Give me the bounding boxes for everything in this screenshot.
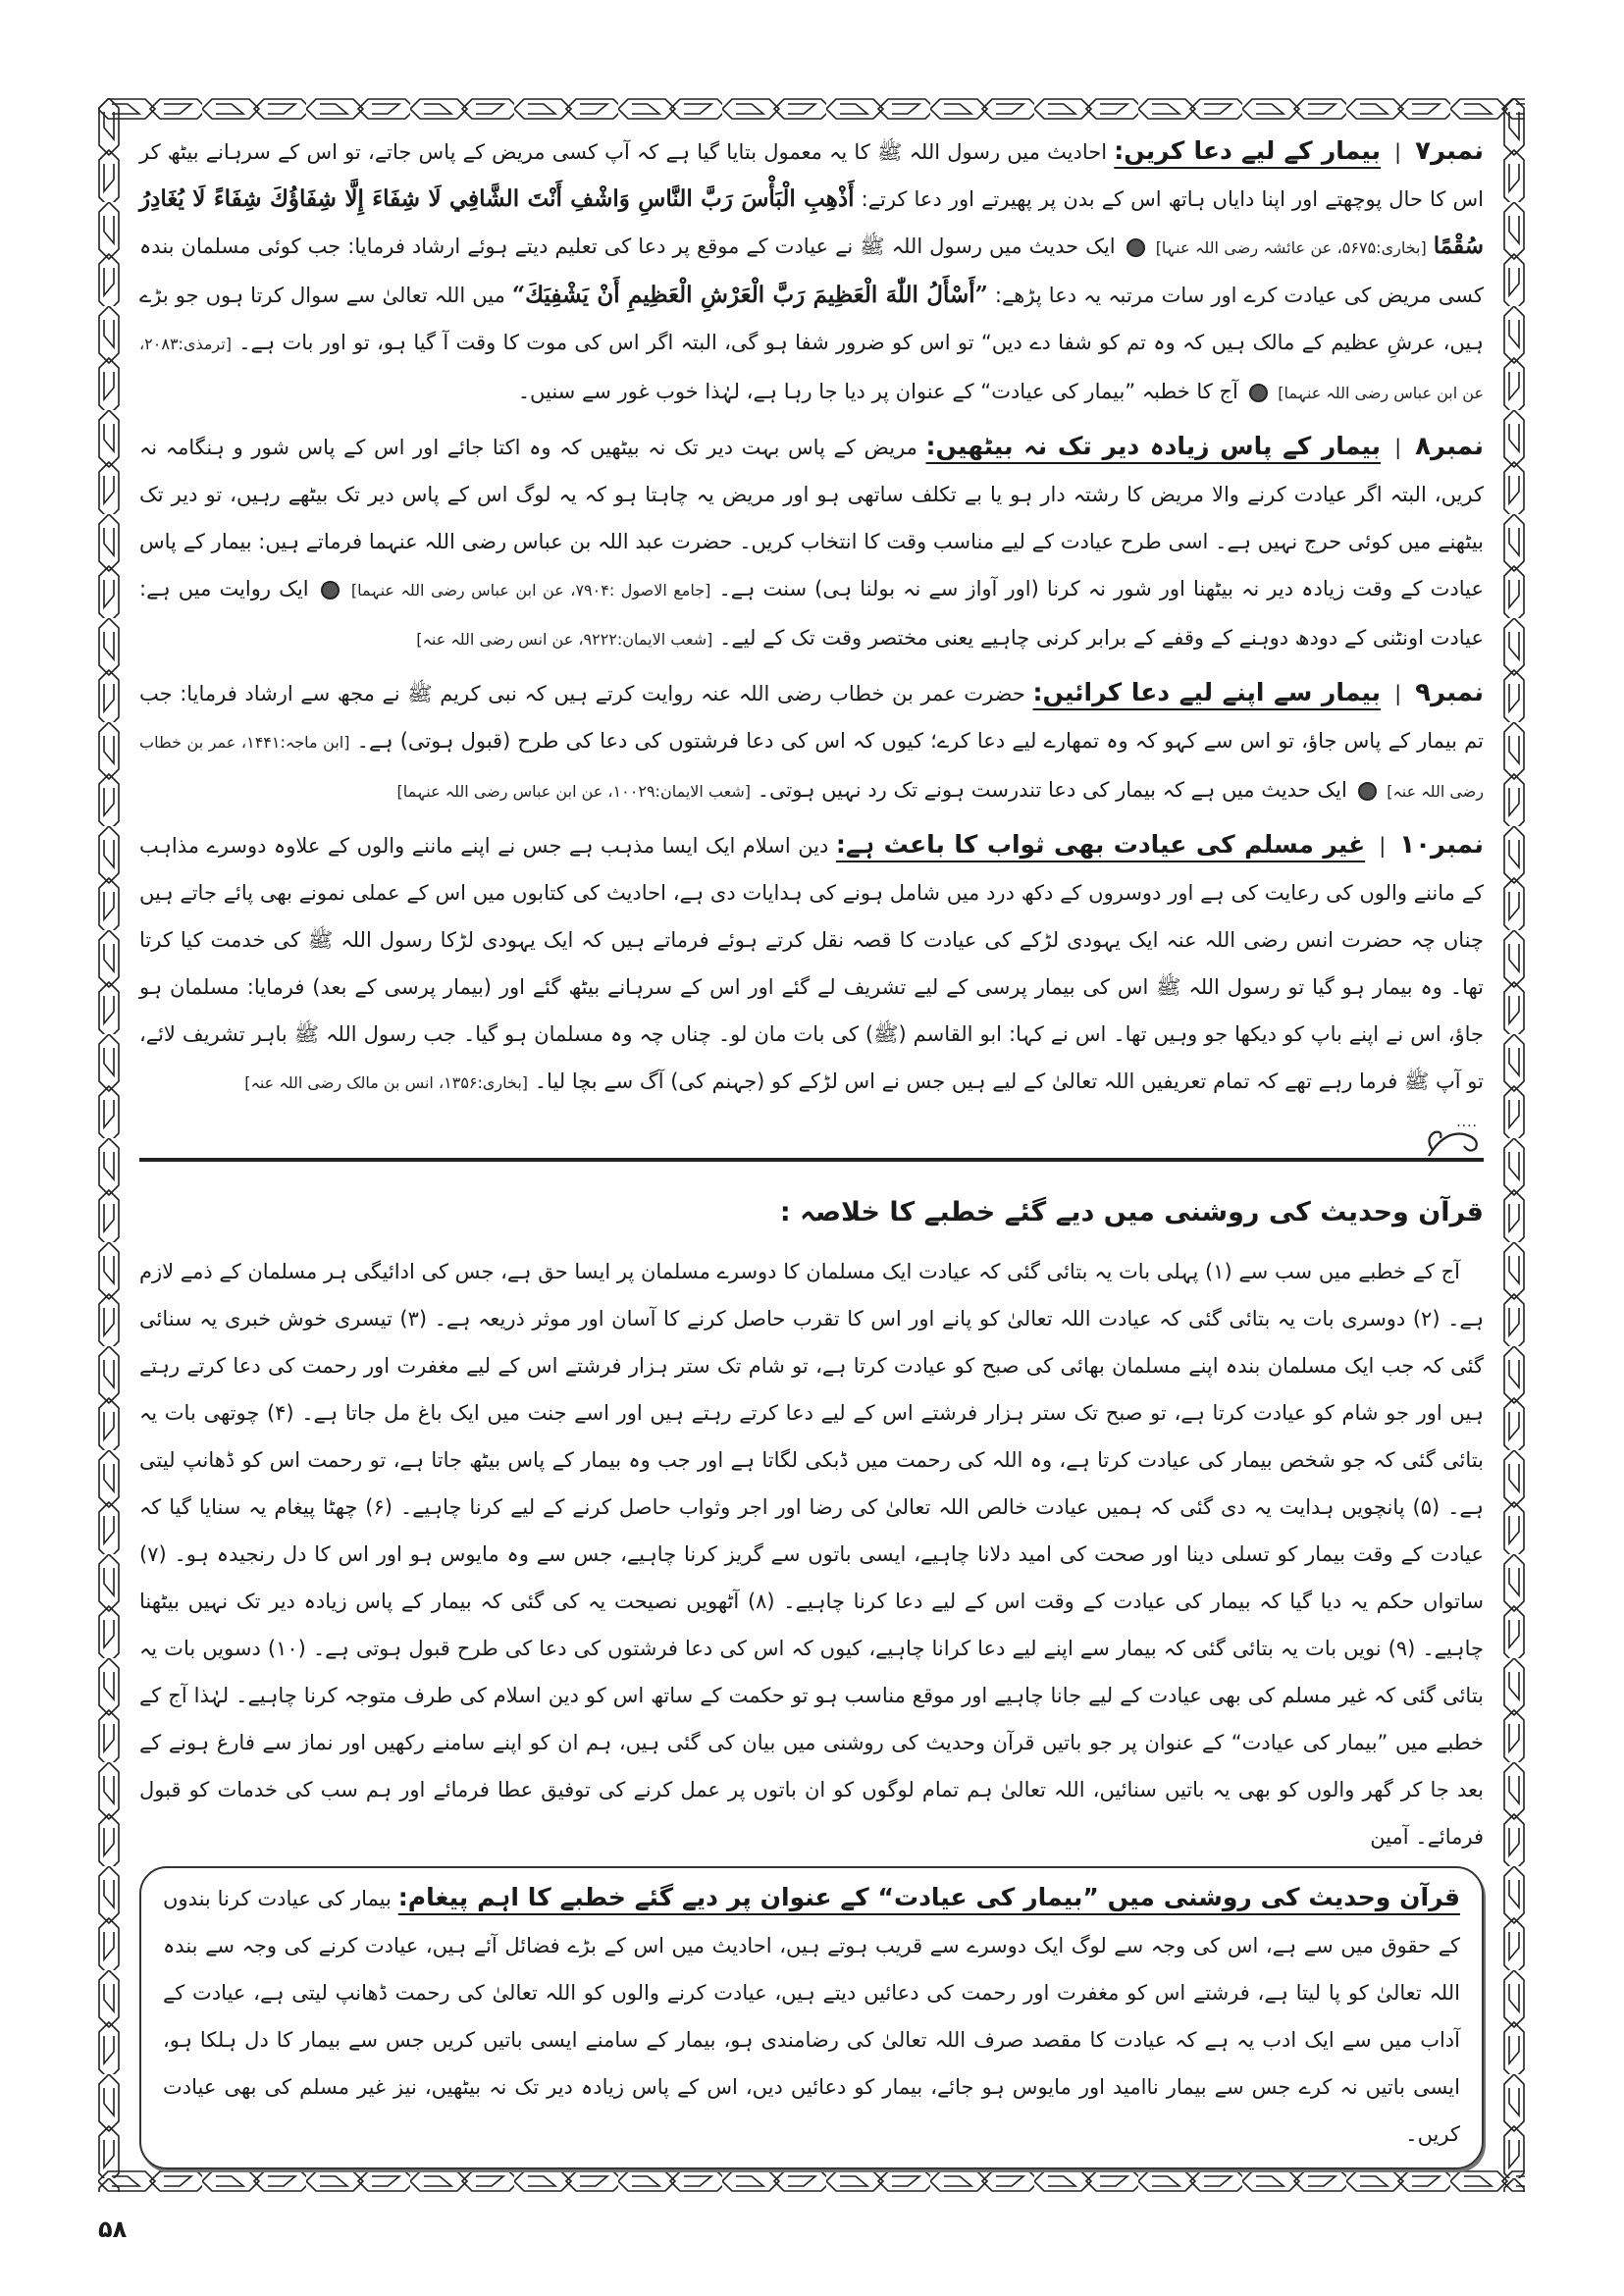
section-number: نمبر۱۰ [1399, 830, 1484, 860]
section-body: مریض کے پاس بہت دیر تک نہ بیٹھیں کہ وہ اکتا جائے اور اس کے پاس شور و ہنگامہ نہ کریں، البتہ اگر عیادت کرنے والا مریض کا رشتہ دار ہو یا بے تکلف ساتھی ہو اور مریض یہ چاہتا ہو کہ یہ لوگ اس کے پاس دیر تک بیٹھے رہیں، تو دیر تک بیٹھنے میں کوئی حرج نہیں ہے۔ اسی طرح عیادت کے لیے مناسب وقت کا انتخاب کریں۔ حضرت عبد اللہ بن عباس رضی اللہ عنہما فرماتے ہیں: بیمار کے پاس عیادت کے وقت زیادہ دیر نہ بیٹھنا اور شور نہ کرنا (اور آواز سے نہ بولنا ہی) سنت ہے۔ [139, 436, 1484, 600]
bottom-ornamental-border [98, 2170, 1525, 2192]
hadith-reference: [ابن ماجہ:۱۴۴۱، عمر بن خطاب رضی اللہ عنہ] [139, 733, 1484, 801]
arabic-dua-2: ”أَسْأَلُ اللّٰهَ الْعَظِيمَ رَبَّ الْعَرْشِ الْعَظِيمِ أَنْ يَشْفِيَكَ“ [511, 282, 988, 308]
section-10 [139, 821, 1484, 1107]
arabic-dua: أَذْهِبِ الْبَأْسَ رَبَّ النَّاسِ وَاشْفِ أَنْتَ الشَّافِي لَا شِفَاءَ إِلَّا شِفَاؤُكَ شِفَاءً لَا يُغَادِرُ سُقْمًا [139, 185, 1484, 259]
summary-body: آج کے خطبے میں سب سے (۱) پہلی بات یہ بتائی گئی کہ عیادت ایک مسلمان کا دوسرے مسلمان پر ایسا حق ہے، جس کی ادائیگی ہر مسلمان کے ذمے لازم ہے۔ (۲) دوسری بات یہ بتائی گئی کہ عیادت اللہ تعالیٰ کو پانے اور اس کا تقرب حاصل کرنے کا آسان اور موثر ذریعہ ہے۔ (۳) تیسری خوش خبری یہ سنائی گئی کہ جب ایک مسلمان بندہ اپنے مسلمان بھائی کی صبح کو عیادت کرتا ہے، تو شام تک ستر ہزار فرشتے اس کے لیے مغفرت اور رحمت کی دعا کرتے رہتے ہیں اور جو شام کو عیادت کرتا ہے، تو صبح تک ستر ہزار فرشتے اس کے لیے دعا کرتے رہتے ہیں اور اسے جنت میں ایک باغ مل جاتا ہے۔ (۴) چوتھی بات یہ بتائی گئی کہ جو شخص بیمار کی عیادت کرتا ہے، وہ اللہ کی رحمت میں ڈبکی لگاتا ہے اور جب وہ بیمار کے پاس بیٹھ جاتا ہے، تو رحمت اس کو ڈھانپ لیتی ہے۔ (۵) پانچویں ہدایت یہ دی گئی کہ ہمیں عیادت خالص اللہ تعالیٰ کی رضا اور اجر وثواب حاصل کرنے کے لیے کرنا چاہیے۔ (۶) چھٹا پیغام یہ سنایا گیا کہ عیادت کے وقت بیمار کو تسلی دینا اور صحت کی امید دلانا چاہیے، ایسی باتوں سے گریز کرنا چاہیے، جس سے وہ مایوس ہو اور اس کا دل رنجیدہ ہو۔ (۷) ساتواں حکم یہ دیا گیا کہ بیمار کی عیادت کے وقت اس کے لیے دعا کرنا چاہیے۔ (۸) آٹھویں نصیحت یہ کی گئی کہ بیمار کے پاس زیادہ دیر تک نہیں بیٹھنا چاہیے۔ (۹) نویں بات یہ بتائی گئی کہ بیمار سے اپنے لیے دعا کرانا چاہیے، کیوں کہ اس کی دعا فرشتوں کی دعا کی طرح قبول ہوتی ہے۔ (۱۰) دسویں بات یہ بتائی گئی کہ غیر مسلم کی بھی عیادت کے لیے جانا چاہیے اور موقع مناسب ہو تو حکمت کے ساتھ اس کو دین اسلام کی طرف متوجہ کرنا چاہیے۔ لہٰذا آج کے خطبے میں ”بیمار کی عیادت“ کے عنوان پر جو باتیں قرآن وحدیث کی روشنی میں بیان کی گئی ہیں، ہم ان کو اپنے سامنے رکھیں اور نماز سے فارغ ہونے کے بعد جا کر گھر والوں کو بھی یہ باتیں سنائیں، اللہ تعالیٰ ہم تمام لوگوں کو ان باتوں پر عمل کرنے کی توفیق عطا فرمائے اور ہم سب کی خدمات کو قبول فرمائے۔ آمین [139, 1260, 1484, 1849]
hadith-reference-2: [ترمذی:۲۰۸۳، عن ابن عباس رضی اللہ عنہما] [139, 335, 1484, 402]
section-body: دین اسلام ایک ایسا مذہب ہے جس نے اپنے ماننے والوں کے علاوہ دوسرے مذاہب کے ماننے والوں کی رعایت کی ہے اور دوسروں کے دکھ درد میں شامل ہونے کی ہدایات دی ہے، احادیث کی کتابوں میں اس کے عملی نمونے بھی پائے جاتے ہیں چناں چہ حضرت انس رضی اللہ عنہ ایک یہودی لڑکے کی عیادت کا قصہ نقل کرتے ہوئے فرماتے ہیں کہ ایک یہودی لڑکا رسول اللہ ﷺ کی خدمت کیا کرتا تھا۔ وہ بیمار ہو گیا تو رسول اللہ ﷺ اس کی بیمار پرسی کے لیے تشریف لے گئے اور اس کے سرہانے بیٹھ گئے اور (بیمار پرسی کے بعد) فرمایا: مسلمان ہو جاؤ، اس نے اپنے باپ کو دیکھا جو وہیں تھا۔ اس نے کہا: ابو القاسم (ﷺ) کی بات مان لو۔ چناں چہ وہ مسلمان ہو گیا۔ جب رسول اللہ ﷺ باہر تشریف لائے، تو آپ ﷺ فرما رہے تھے کہ تمام تعریفیں اللہ تعالیٰ کے لیے ہیں جس نے اس لڑکے کو (جہنم کی) آگ سے بچا لیا۔ [139, 834, 1484, 1093]
flourish-ornament-icon [1425, 1121, 1484, 1160]
section-heading: غیر مسلم کی عیادت بھی ثواب کا باعث ہے: [835, 830, 1366, 859]
top-ornamental-border [98, 98, 1525, 120]
page-number: ۵۸ [98, 2216, 128, 2243]
hadith-reference-2: [شعب الایمان:۹۲۲۲، عن انس رضی اللہ عنہ] [416, 630, 713, 649]
decorative-page-frame [98, 98, 1525, 2192]
key-message-paragraph [163, 1874, 1460, 2158]
separator: | [1394, 436, 1402, 459]
key-message-body: بیمار کی عیادت کرنا بندوں کے حقوق میں سے ہے، اس کی وجہ سے لوگ ایک دوسرے سے قریب ہوتے ہیں، احادیث میں اس کے بڑے فضائل آئے ہیں، عیادت کرنے کی وجہ سے بندہ اللہ تعالیٰ کو پا لیتا ہے، فرشتے اس کو مغفرت اور رحمت کی دعائیں دیتے ہیں، عیادت کرنے والوں کو اللہ تعالیٰ کی رحمت ڈھانپ لیتی ہے، عیادت کے آداب میں سے ایک ادب یہ ہے کہ عیادت کا مقصد صرف اللہ تعالیٰ کی رضامندی ہو، بیمار کے سامنے ایسی باتیں کریں جس سے بیمار کا دل ہلکا ہو، ایسی باتیں نہ کرے جس سے بیمار ناامید اور مایوس ہو جائے، بیمار کو دعائیں دیں، اس کے پاس زیادہ دیر تک نہ بیٹھیں، نیز غیر مسلم کی بھی عیادت کریں۔ [163, 1887, 1460, 2146]
separator: | [1394, 682, 1402, 705]
section-body-2: ایک حدیث میں رسول اللہ ﷺ نے عیادت کے موقع پر دعا کی تعلیم دیتے ہوئے ارشاد فرمایا: جب کوئی مسلمان بندہ کسی مریض کی عیادت کرے اور سات مرتبہ یہ دعا پڑھے: [139, 235, 1484, 307]
section-number: نمبر۸ [1415, 432, 1484, 461]
key-message-box [139, 1866, 1484, 2169]
section-body-3: میں اللہ تعالیٰ سے سوال کرتا ہوں جو بڑے ہیں، عرشِ عظیم کے مالک ہیں کہ وہ تم کو شفا دے دیں“ تو اس کو ضرور شفا ہو گی، البتہ اگر اس کی موت کا وقت آ گیا ہو، تو اور بات ہے۔ [139, 284, 1484, 354]
section-8 [139, 423, 1484, 663]
section-heading: بیمار سے اپنے لیے دعا کرائیں: [1032, 678, 1382, 706]
bullet-icon [1126, 238, 1145, 257]
section-10-paragraph [139, 821, 1484, 1107]
section-8-paragraph [139, 423, 1484, 663]
separator: | [1379, 834, 1387, 858]
page-content [139, 128, 1484, 2163]
section-heading: بیمار کے لیے دعا کریں: [1114, 136, 1382, 165]
section-heading: بیمار کے پاس زیادہ دیر تک نہ بیٹھیں: [925, 432, 1382, 460]
section-body-4: آج کا خطبہ ”بیمار کی عیادت“ کے عنوان پر دیا جا رہا ہے، لہٰذا خوب غور سے سنیں۔ [517, 380, 1238, 403]
section-7-paragraph [139, 128, 1484, 417]
summary-title: قرآن وحدیث کی روشنی میں دیے گئے خطبے کا خلاصہ : [779, 1197, 1484, 1227]
divider-rule [139, 1158, 1484, 1162]
section-body-2: ایک حدیث میں ہے کہ بیمار کی دعا تندرست ہونے تک رد نہیں ہوتی۔ [757, 778, 1347, 802]
section-body: حضرت عمر بن خطاب رضی اللہ عنہ روایت کرتے ہیں کہ نبی کریم ﷺ نے مجھ سے ارشاد فرمایا: جب تم بیمار کے پاس جاؤ، تو اس سے کہو کہ وہ تمھارے لیے دعا کرے؛ کیوں کہ اس کی دعا فرشتوں کی دعا کی طرح (قبول ہوتی) ہے۔ [139, 682, 1484, 753]
bullet-icon [1249, 384, 1268, 402]
key-message-title: قرآن وحدیث کی روشنی میں ”بیمار کی عیادت“ کے عنوان پر دیے گئے خطبے کا اہم پیغام: [397, 1883, 1461, 1911]
section-7 [139, 128, 1484, 417]
hadith-reference: [بخاری:۱۳۵۶، انس بن مالک رضی اللہ عنہ] [244, 1073, 529, 1092]
separator: | [1394, 140, 1402, 164]
section-number: نمبر۹ [1415, 678, 1484, 707]
bullet-icon [321, 581, 340, 600]
hadith-reference: [بخاری:۵۶۷۵، عن عائشہ رضی اللہ عنہا] [1155, 238, 1427, 257]
hadith-reference: [جامع الاصول :۷۹۰۴، عن ابن عباس رضی اللہ عنہما] [350, 581, 711, 600]
hadith-reference-2: [شعب الایمان:۱۰۰۲۹، عن ابن عباس رضی اللہ عنہما] [396, 782, 751, 801]
bullet-icon [1358, 782, 1377, 801]
summary-section [139, 1187, 1484, 1860]
right-ornamental-border [1503, 98, 1525, 2192]
continuation-dots: .... [1456, 1115, 1478, 1130]
left-ornamental-border [98, 98, 120, 2192]
section-body: احادیث میں رسول اللہ ﷺ کا یہ معمول بتایا گیا ہے کہ آپ کسی مریض کے پاس جاتے، تو اس کے سرہانے بیٹھ کر اس کا حال پوچھتے اور اپنا دایاں ہاتھ اس کے بدن پر پھیرتے اور دعا کرتے: [139, 140, 1484, 211]
section-divider [139, 1115, 1484, 1174]
section-9 [139, 669, 1484, 815]
section-number: نمبر۷ [1415, 136, 1484, 166]
section-9-paragraph [139, 669, 1484, 815]
section-body-2: ایک روایت میں ہے: عیادت اونٹنی کے دودھ دوہنے کے وقفے کے برابر کرنی چاہیے یعنی مختصر وقت تک کے لیے۔ [139, 577, 1484, 650]
